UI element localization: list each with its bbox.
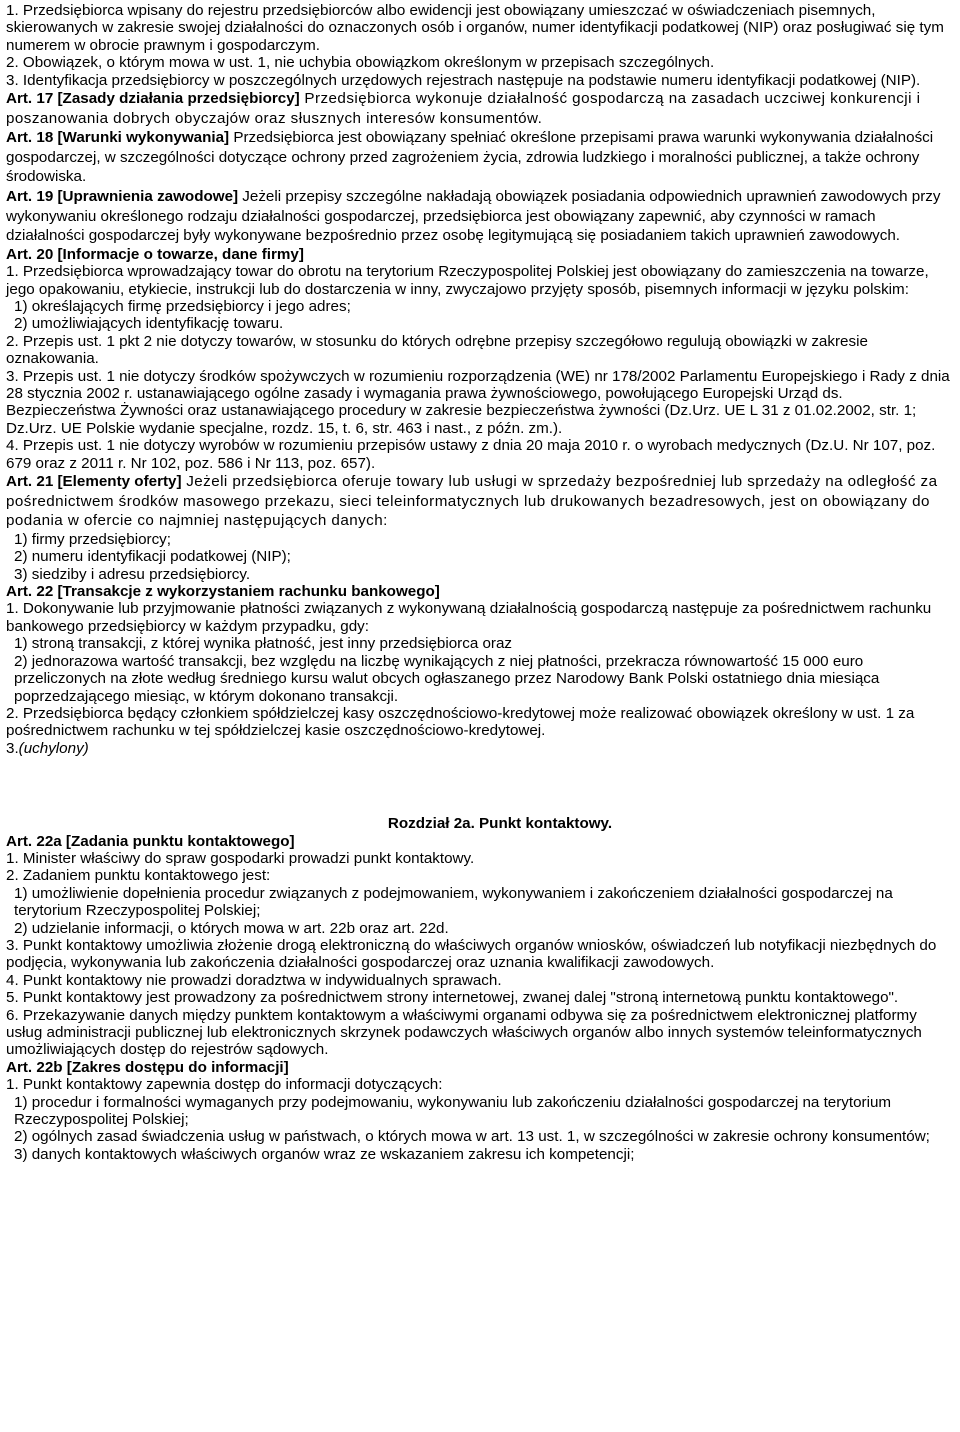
article-21-point-2: 2) numeru identyfikacji podatkowej (NIP); [14, 548, 291, 566]
article-22-point-2: 2) jednorazowa wartość transakcji, bez względu na liczbę wynikających z niej płatności, przekracza równowartość 15 000 euro przeliczonych na złote według średniego kursu walut obcych ogłaszanego przez Narodowy Bank Polski ostatniego dnia miesiąca poprzedzającego miesiąc, w którym dokonano transakcji. [14, 652, 880, 705]
chapter-spacer [6, 757, 954, 815]
article-19-text: Jeżeli przepisy szczególne nakładają obowiązek posiadania odpowiednich uprawnień zawodowych przy wykonywaniu określonego rodzaju działalności gospodarczej, przedsiębiorca jest obowiązany zapewnić, aby czynności w ramach działalności gospodarczej były wykonywane bezpośrednio przez osobę legitymującą się posiadaniem takich uprawnień zawodowych. [6, 188, 941, 245]
article-20-par-4: 4. Przepis ust. 1 nie dotyczy wyrobów w rozumieniu przepisów ustawy z dnia 20 maja 2010 r. o wyrobach medycznych (Dz.U. Nr 107, poz. 679 oraz z 2011 r. Nr 102, poz. 586 i Nr 113, poz. 657). [6, 437, 936, 472]
article-22-par-1: 1. Dokonywanie lub przyjmowanie płatności związanych z wykonywaną działalnością gospodarczą następuje za pośrednictwem rachunku bankowego przedsiębiorcy w każdym przypadku, gdy: [6, 600, 932, 635]
article-22-point-1: 1) stroną transakcji, z której wynika płatność, jest inny przedsiębiorca oraz [14, 635, 513, 653]
article-17-text: Przedsiębiorca wykonuje działalność gospodarczą na zasadach uczciwej konkurencji i poszanowania dobrych obyczajów oraz słusznych interesów konsumentów. [6, 90, 921, 127]
article-22a-heading: Art. 22a [Zadania punktu kontaktowego] [6, 832, 295, 850]
article-18-heading: Art. 18 [Warunki wykonywania] [6, 129, 230, 147]
paragraph-3: 3. Identyfikacja przedsiębiorcy w poszczególnych urzędowych rejestrach następuje na podstawie numeru identyfikacji podatkowej (NIP). [6, 71, 921, 89]
article-22a-par-5: 5. Punkt kontaktowy jest prowadzony za pośrednictwem strony internetowej, zwanej dalej "stroną internetową punktu kontaktowego". [6, 989, 899, 1007]
article-18-text: Przedsiębiorca jest obowiązany spełniać określone przepisami prawa warunki wykonywania działalności gospodarczej, w szczególności dotyczące ochrony przed zagrożeniem życia, zdrowia ludzkiego i moralności publicznej, a także ochrony środowiska. [6, 129, 934, 186]
article-17 [6, 89, 954, 128]
article-22b-point-3: 3) danych kontaktowych właściwych organów wraz ze wskazaniem zakresu ich kompetencji; [14, 1145, 635, 1163]
article-22a-point-1: 1) umożliwienie dopełnienia procedur związanych z podejmowaniem, wykonywaniem i zakończeniem działalności gospodarczej na terytorium Rzeczypospolitej Polskiej; [14, 884, 893, 920]
article-22b-point-1: 1) procedur i formalności wymaganych przy podejmowaniu, wykonywaniu lub zakończeniu działalności gospodarczej na terytorium Rzeczypospolitej Polskiej; [14, 1093, 892, 1129]
article-22a-par-3: 3. Punkt kontaktowy umożliwia złożenie drogą elektroniczną do właściwych organów wniosków, oświadczeń lub notyfikacji niezbędnych do podjęcia, wykonywania lub zakończenia działalności gospodarczej oraz uznania kwalifikacji zawodowych. [6, 936, 937, 972]
article-22a-par-6: 6. Przekazywanie danych między punktem kontaktowym a właściwymi organami odbywa się za pośrednictwem elektronicznej platformy usług administracji publicznej lub elektronicznych skrzynek podawczych właściwych organów albo innych systemów teleinformatycznych umożliwiających dostęp do rejestrów sądowych. [6, 1006, 922, 1059]
article-22-heading: Art. 22 [Transakcje z wykorzystaniem rachunku bankowego] [6, 583, 440, 601]
article-22b-par-1: 1. Punkt kontaktowy zapewnia dostęp do informacji dotyczących: [6, 1076, 443, 1094]
article-22-par-3-repealed: (uchylony) [18, 739, 89, 757]
article-20-par-3: 3. Przepis ust. 1 nie dotyczy środków spożywczych w rozumieniu rozporządzenia (WE) nr 178/2002 Parlamentu Europejskiego i Rady z dnia 28 stycznia 2002 r. ustanawiającego ogólne zasady i wymagania prawa żywnościowego, powołującego Europejski Urząd ds. Bezpieczeństwa Żywności oraz ustanawiającego procedury w zakresie bezpieczeństwa żywności (Dz.Urz. UE L 31 z 01.02.2002, str. 1; Dz.Urz. UE Polskie wydanie specjalne, rozdz. 15, t. 6, str. 463 i nast., z późn. zm.). [6, 367, 950, 437]
article-21-heading: Art. 21 [Elementy oferty] [6, 473, 182, 491]
article-21-point-3: 3) siedziby i adresu przedsiębiorcy. [14, 565, 251, 583]
article-21-text: Jeżeli przedsiębiorca oferuje towary lub usługi w sprzedaży bezpośredniej lub sprzedaży na odległość za pośrednictwem środków masowego przekazu, sieci teleinformatycznych lub drukowanych bezadresowych, jest on obowiązany do podania w ofercie co najmniej następujących danych: [6, 473, 938, 530]
article-22b-heading: Art. 22b [Zakres dostępu do informacji] [6, 1058, 289, 1076]
article-18 [6, 128, 954, 187]
article-20-par-1: 1. Przedsiębiorca wprowadzający towar do obrotu na terytorium Rzeczypospolitej Polskiej jest obowiązany do zamieszczenia na towarze, jego opakowaniu, etykiecie, instrukcji lub do dostarczenia w inny, zwyczajowo przyjęty sposób, pisemnych informacji w języku polskim: [6, 263, 929, 298]
article-19 [6, 187, 954, 246]
article-21-point-1: 1) firmy przedsiębiorcy; [14, 530, 171, 548]
article-22-par-3-number: 3. [6, 739, 19, 757]
article-22a-par-4: 4. Punkt kontaktowy nie prowadzi doradztwa w indywidualnych sprawach. [6, 971, 502, 989]
article-19-heading: Art. 19 [Uprawnienia zawodowe] [6, 188, 239, 205]
paragraph-2: 2. Obowiązek, o którym mowa w ust. 1, nie uchybia obowiązkom określonym w przepisach szczególnych. [6, 54, 715, 72]
article-22a-point-2: 2) udzielanie informacji, o których mowa w art. 22b oraz art. 22d. [14, 919, 449, 937]
article-20-heading: Art. 20 [Informacje o towarze, dane firmy] [6, 245, 304, 263]
article-17-heading: Art. 17 [Zasady działania przedsiębiorcy] [6, 90, 300, 108]
article-22b-point-2: 2) ogólnych zasad świadczenia usług w państwach, o których mowa w art. 13 ust. 1, w szczególności w zakresie ochrony konsumentów; [14, 1128, 930, 1146]
article-20-par-2: 2. Przepis ust. 1 pkt 2 nie dotyczy towarów, w stosunku do których odrębne przepisy szczegółowo regulują obowiązki w zakresie oznakowania. [6, 332, 868, 368]
article-22a-par-1: 1. Minister właściwy do spraw gospodarki prowadzi punkt kontaktowy. [6, 849, 475, 867]
article-21 [6, 472, 954, 531]
article-22-par-2: 2. Przedsiębiorca będący członkiem spółdzielczej kasy oszczędnościowo-kredytowej może realizować obowiązek określony w ust. 1 za pośrednictwem rachunku w tej spółdzielczej kasie oszczędnościowo-kredytowej. [6, 704, 915, 740]
chapter-heading: Rozdział 2a. Punkt kontaktowy. [387, 815, 613, 833]
article-22-par-3 [6, 740, 954, 757]
article-22a-par-2: 2. Zadaniem punktu kontaktowego jest: [6, 867, 271, 885]
article-20-point-1: 1) określających firmę przedsiębiorcy i jego adres; [14, 298, 351, 315]
article-20-point-2: 2) umożliwiających identyfikację towaru. [14, 315, 284, 333]
paragraph-1: 1. Przedsiębiorca wpisany do rejestru przedsiębiorców albo ewidencji jest obowiązany umieszczać w oświadczeniach pisemnych, skierowanych w zakresie swojej działalności do oznaczonych osób i organów, numer identyfikacji podatkowej (NIP) oraz posługiwać się tym numerem w obrocie prawnym i gospodarczym. [6, 2, 944, 54]
